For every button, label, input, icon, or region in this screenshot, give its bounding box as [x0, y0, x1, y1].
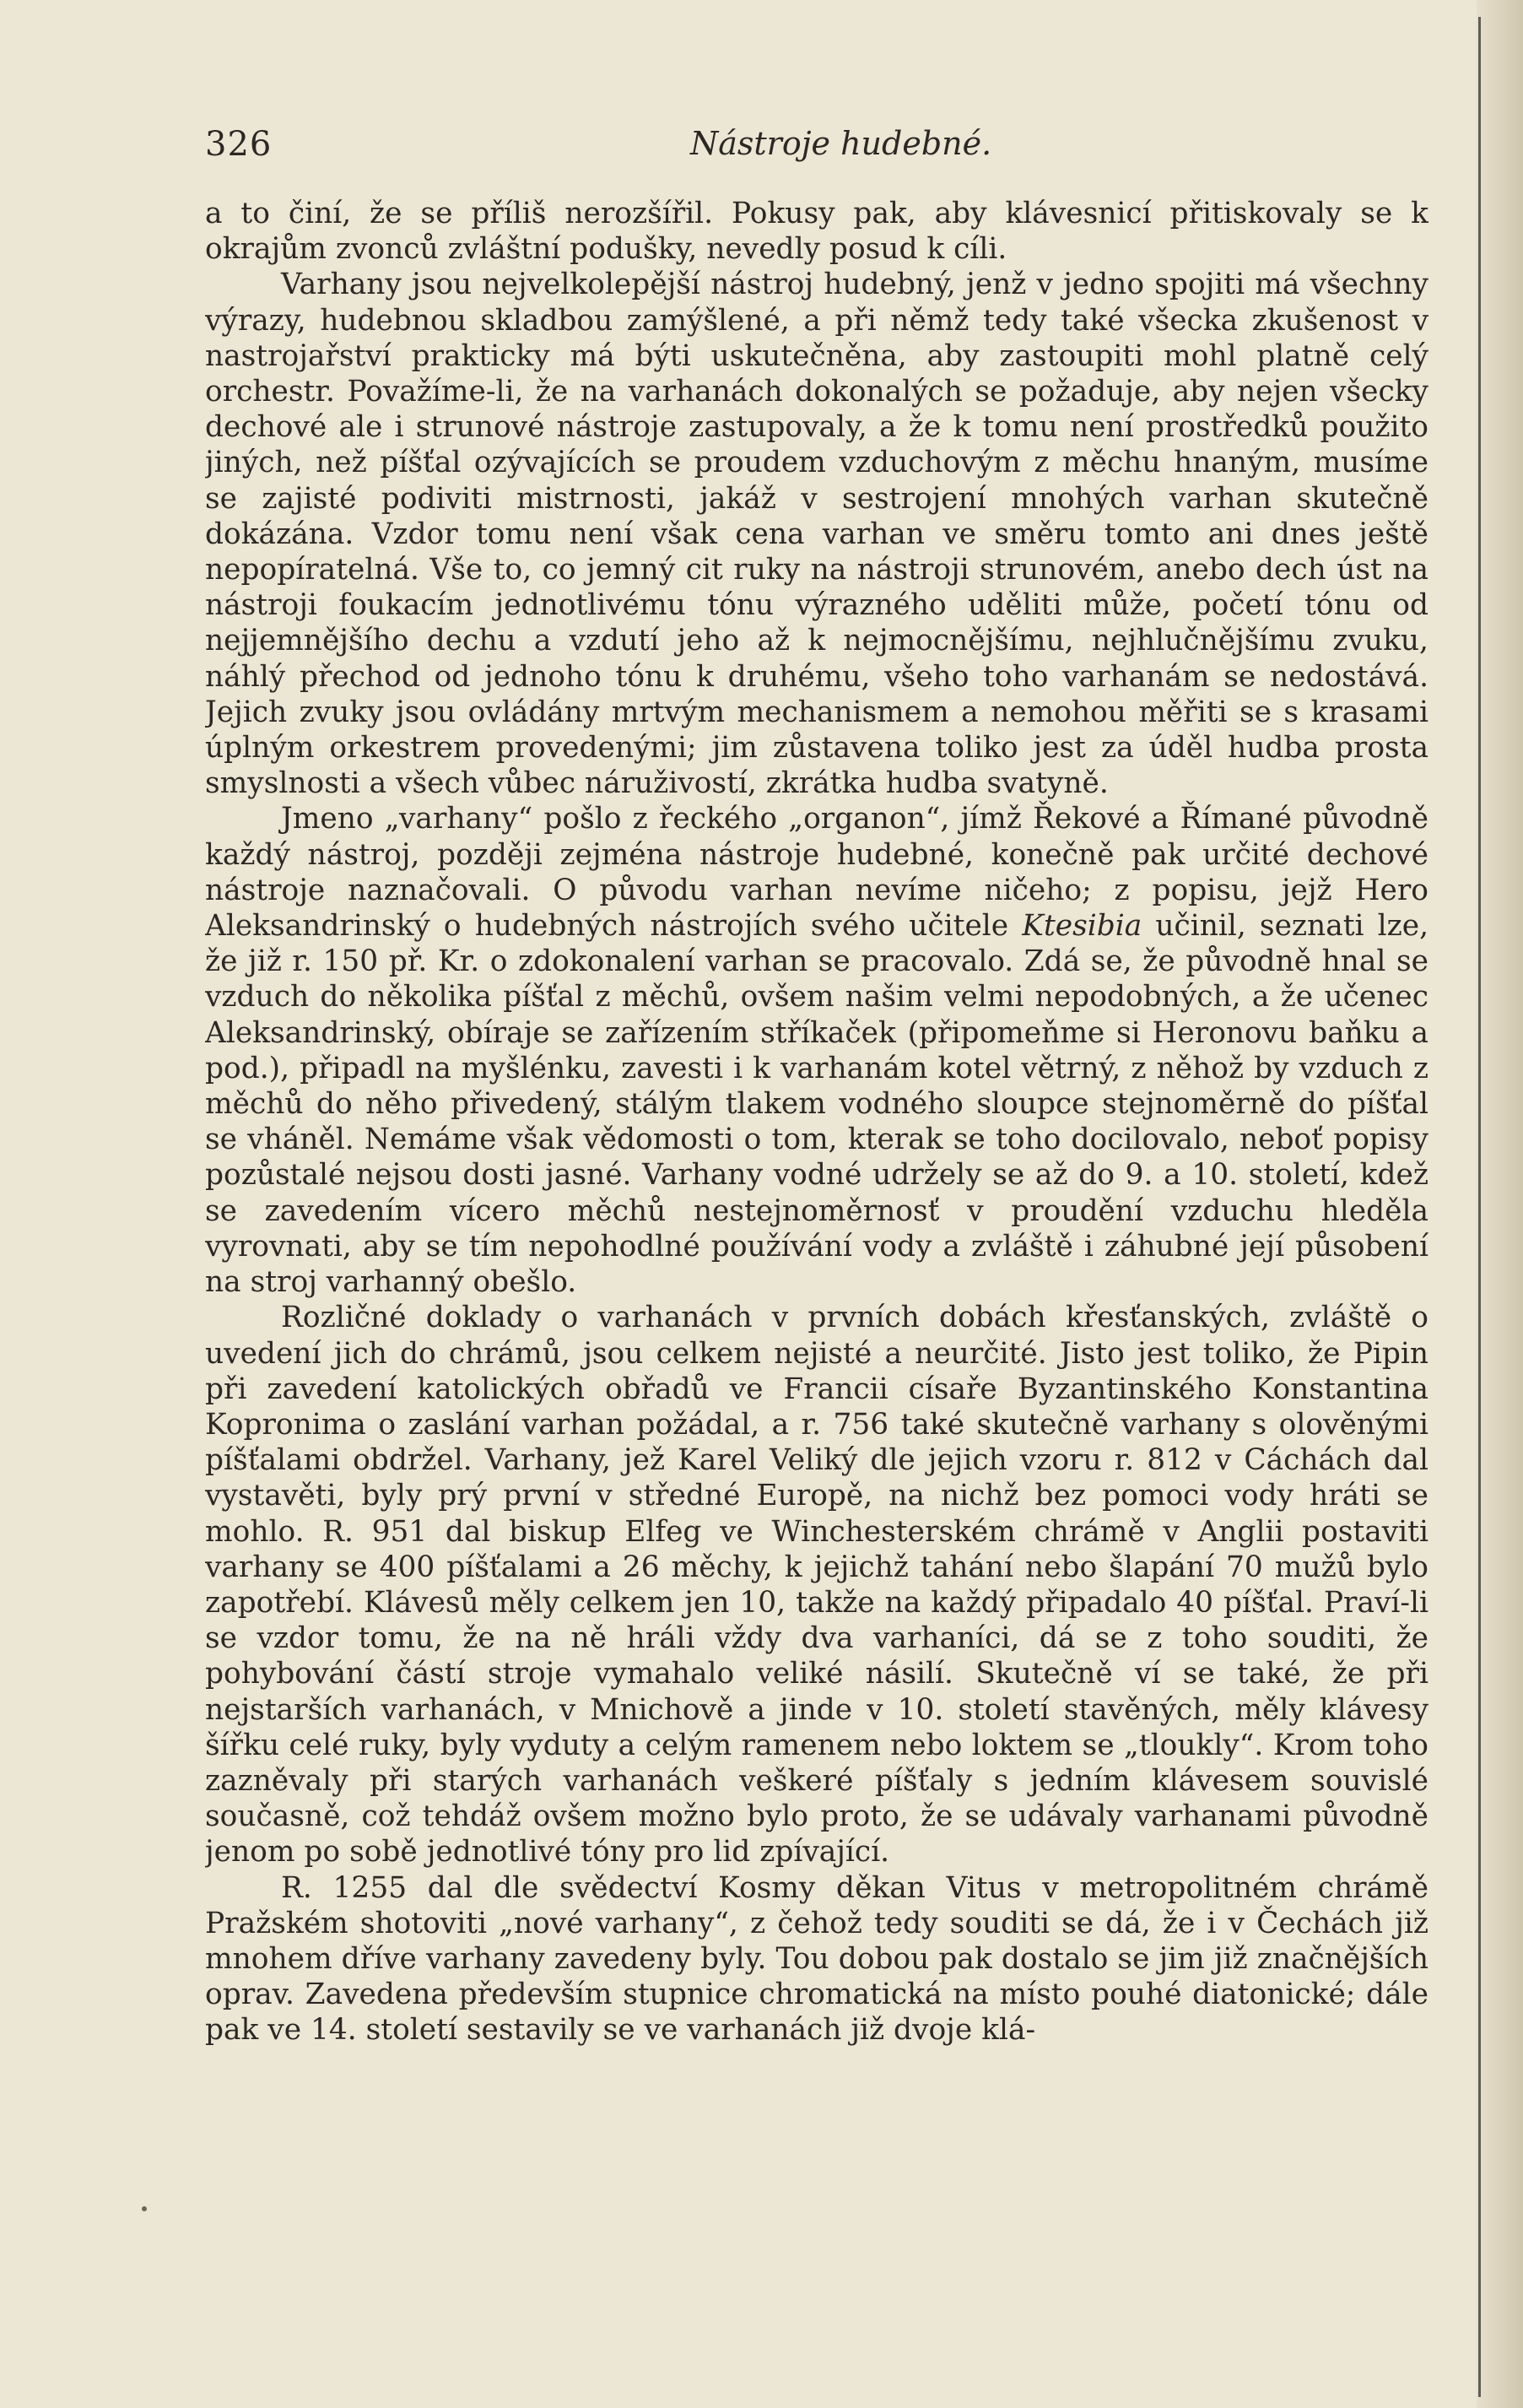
page-number: 326 — [205, 125, 273, 164]
paragraph-2: Varhany jsou nejvelkolepější nástroj hudebný, jenž v jedno spojiti má všechny výrazy, hudebnou skladbou zamýšlené, a při němž tedy také všecka zkušenost v nastrojařství prakticky má býti uskutečněna, aby zastoupiti mohl platně celý orchestr. Považíme-li, že na varhanách dokonalých se požaduje, aby nejen všecky dechové ale i strunové nástroje zastupovaly, a že k tomu není prostředků použito jiných, než píšťal ozývajících se proudem vzduchovým z měchu hnaným, musíme se zajisté podiviti mistrnosti, jakáž v sestrojení mnohých varhan skutečně dokázána. Vzdor tomu není však cena varhan ve směru tomto ani dnes ještě nepopíratelná. Vše to, co jemný cit ruky na nástroji strunovém, anebo dech úst na nástroji foukacím jednotlivému tónu výrazného uděliti může, početí tónu od nejjemnějšího dechu a vzdutí jeho až k nejmocnějšímu, nejhlučnějšímu zvuku, náhlý přechod od jednoho tónu k druhému, všeho toho varhanám se nedostává. Jejich zvuky jsou ovládány mrtvým mechanismem a nemohou měřiti se s krasami úplným orkestrem provedenými; jim zůstavena toliko jest za úděl hudba prosta smyslnosti a všech vůbec náruživostí, zkrátka hudba svatyně. — [205, 268, 1428, 801]
paragraph-5: R. 1255 dal dle svědectví Kosmy děkan Vitus v metropolitném chrámě Pražském shotoviti „nové varhany“, z čehož tedy souditi se dá, že i v Čechách již mnohem dříve varhany zavedeny byly. Tou dobou pak dostalo se jim již značnějších oprav. Zavedena především stupnice chromatická na místo pouhé diatonické; dále pak ve 14. století sestavily se ve varhanách již dvoje klá- — [205, 1870, 1428, 2048]
page-edge-line — [1478, 17, 1481, 2397]
page-edge-shadow — [1477, 0, 1523, 2408]
paragraph-4: Rozličné doklady o varhanách v prvních dobách křesťanských, zvláště o uvedení jich do chrámů, jsou celkem nejisté a neurčité. Jisto jest toliko, že Pipin při zavedení katolických obřadů ve Francii císaře Byzantinského Konstantina Kopronima o zaslání varhan požádal, a r. 756 také skutečně varhany s olověnými píšťalami obdržel. Varhany, jež Karel Veliký dle jejich vzoru r. 812 v Cáchách dal vystavěti, byly prý první v středné Europě, na nichž bez pomoci vody hráti se mohlo. R. 951 dal biskup Elfeg ve Winchesterském chrámě v Anglii postaviti varhany se 400 píšťalami a 26 měchy, k jejichž tahání nebo šlapání 70 mužů bylo zapotřebí. Klávesů měly celkem jen 10, takže na každý připadalo 40 píšťal. Praví-li se vzdor tomu, že na ně hráli vždy dva varhaníci, dá se z toho souditi, že pohybování částí stroje vymahalo veliké násilí. Skutečně ví se také, že při nejstarších varhanách, v Mnichově a jinde v 10. století stavěných, měly klávesy šířku celé ruky, byly vyduty a celým ramenem nebo loktem se „tloukly“. Krom toho zazněvaly při starých varhanách veškeré píšťaly s jedním klávesem souvislé současně, což tehdáž ovšem možno bylo proto, že se udávaly varhanami původně jenom po sobě jednotlivé tóny pro lid zpívající. — [205, 1301, 1428, 1870]
paragraph-3-part-2: učinil, seznati lze, že již r. 150 př. Kr. o zdokonalení varhan se pracovalo. Zdá se, že původně hnal se vzduch do několika píšťal z měchů, ovšem našim velmi nepodobných, a že učenec Aleksandrinský, obíraje se zařízením stříkaček (připomeňme si Heronovu baňku a pod.), připadl na myšlénku, zavesti i k varhanám kotel větrný, z něhož by vzduch z měchů do něho přivedený, stálým tlakem vodného sloupce stejnoměrně do píšťal se vháněl. Nemáme však vědomosti o tom, kterak se toho docilovalo, neboť popisy pozůstalé nejsou dosti jasné. Varhany vodné udržely se až do 9. a 10. století, kdež se zavedením vícero měchů nestejnoměrnosť v proudění vzduchu hleděla vyrovnati, aby se tím nepohodlné používání vody a zvláště i záhubné její působení na stroj varhanný obešlo. — [205, 909, 1428, 1300]
paragraph-3 — [205, 801, 1428, 1300]
running-title: Nástroje hudebné. — [690, 125, 992, 162]
body-text — [205, 196, 1428, 2348]
paper-speck — [142, 2206, 147, 2211]
italic-name-ktesibia: Ktesibia — [1022, 909, 1142, 944]
paragraph-1: a to činí, že se příliš nerozšířil. Pokusy pak, aby klávesnicí přitiskovaly se k okrajům zvonců zvláštní podušky, nevedly posud k cíli. — [205, 197, 1428, 267]
page-header — [205, 125, 1428, 176]
paragraph-3-part-1: Jmeno „varhany“ pošlo z řeckého „organon“, jímž Řekové a Římané původně každý nástroj, později zejména nástroje hudebné, konečně pak určité dechové nástroje naznačovali. O původu varhan nevíme ničeho; z popisu, jejž Hero Aleksandrinský o hudebných nástrojích svého učitele — [205, 802, 1428, 944]
